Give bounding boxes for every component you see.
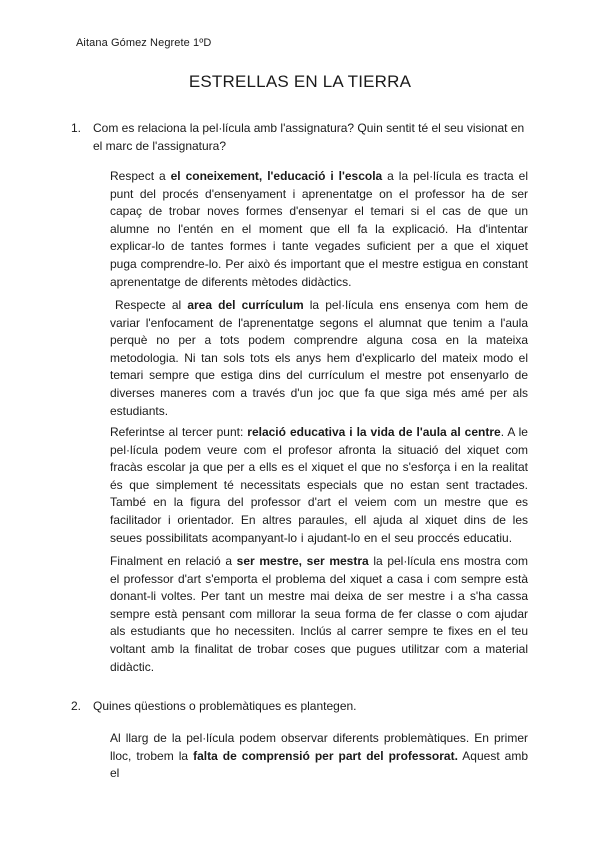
paragraph-3-pre: Referintse al tercer punt: [110, 425, 248, 439]
paragraph-1-post: a la pel·lícula es tracta el punt del procés d'ensenyament i aprenentatge on el professor ha de ser capaç de trobar noves formes d'ensenyar el temari si el cas de que un alumne no l'entén en el moment que ell fa la explicació. Ha d'intentar explicar-lo de tantes formes i tante vegades suficient per a que el xiquet puga comprendre-lo. Per això és important que el mestre estigua en constant aprenentatge de diferents mètodes didàctics. [110, 169, 528, 289]
paragraph-curriculum [110, 297, 528, 420]
paragraph-2-post: la pel·lícula ens ensenya com hem de variar l'enfocament de l'aprenentatge segons el alumnat que tenim a l'aula perquè no per a tots podem comprendre alguna cosa en la mateixa metodologia. Ni tan sols tots els anys hem d'explicarlo del mateix modo el temari sempre que estiga dins del currículum el mestre pot ensenyarlo de diverses maneres com a través d'un joc que fa que siga més amé per als estudiants. [110, 298, 529, 418]
paragraph-relacio-educativa [110, 424, 528, 547]
question-2 [71, 698, 528, 716]
paragraph-ser-mestre [110, 553, 528, 676]
question-2-text: Quines qüestions o problemàtiques es plantegen. [93, 699, 357, 713]
paragraph-5-post: Aquest amb el [110, 748, 529, 781]
paragraph-4-pre: Finalment en relació a [110, 554, 237, 568]
question-1-number: 1. [71, 121, 82, 135]
question-1-text: Com es relaciona la pel·lícula amb l'assignatura? Quin sentit té el seu visionat en el marc de l'assignatura? [93, 121, 525, 153]
paragraph-2-pre: Respecte al [115, 298, 188, 312]
document-title: ESTRELLAS EN LA TIERRA [188, 72, 412, 91]
paragraph-5-pre: Al llarg de la pel·lícula podem observar diferents problemàtiques. En primer lloc, trobem la [110, 731, 528, 763]
author-header: Aitana Gómez Negrete 1ºD [76, 37, 212, 49]
paragraph-problematiques [110, 730, 528, 783]
paragraph-1-pre: Respect a [110, 169, 171, 183]
paragraph-4-post: la pel·lícula ens mostra com el professor d'art s'emporta el problema del xiquet a casa i com sempre està donant-li voltes. Per tant un mestre mai deixa de ser mestre i a s'ha cassa sempre està pensant com millorar la seua forma de fer classe o com ajudar als estudiants que ho necessiten. Inclús al carrer sempre te fixes en el teu voltant amb la finalitat de trobar coses que pugues utilitzar com a material didàctic. [110, 554, 528, 674]
paragraph-3-bold: relació educativa i la vida de l'aula al centre [247, 425, 501, 439]
paragraph-1-bold: el coneixement, l'educació i l'escola [170, 169, 383, 183]
question-1 [71, 120, 528, 155]
paragraph-5-bold: falta de comprensió per part del professorat. [193, 748, 458, 763]
paragraph-3-post: . A le pel·lícula podem veure com el profesor afronta la situació del xiquet com fracàs escolar ja que per a ells es el xiquet el que no s'esforça i en la realitat és que simplement té necessitats especials que no estan sent tractades. També en la figura del professor d'art el veiem com un mestre que es facilitador i orientador. En altres paraules, ell ajuda al xiquet dins de les seues possibilitats acompanyant-lo i ajudant-lo en el seu proccés educatiu. [110, 425, 528, 545]
paragraph-coneixement [110, 168, 528, 291]
paragraph-4-bold: ser mestre, ser mestra [236, 554, 369, 568]
paragraph-2-bold: area del currículum [187, 298, 304, 312]
question-2-number: 2. [71, 699, 82, 713]
